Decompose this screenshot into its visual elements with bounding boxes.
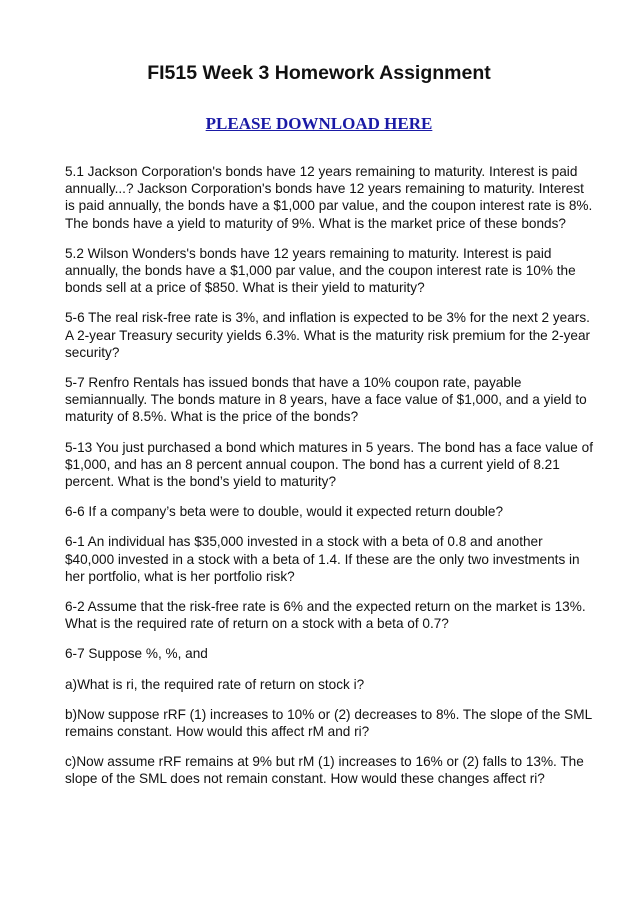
document-body: [65, 163, 595, 801]
question-6-7-part-c: c)Now assume rRF remains at 9% but rM (1) increases to 16% or (2) falls to 13%. The slope of the SML does not remain constant. How would these changes affect ri?: [65, 754, 584, 787]
question-5-6: 5-6 The real risk-free rate is 3%, and inflation is expected to be 3% for the next 2 years. A 2-year Treasury security yields 6.3%. What is the maturity risk premium for the 2-year security?: [65, 310, 591, 360]
question-5-1: 5.1 Jackson Corporation's bonds have 12 years remaining to maturity. Interest is paid annually...? Jackson Corporation's bonds have 12 years remaining to maturity. Interest is paid annually, the bonds have a $1,000 par value, and the coupon interest rate is 8%. The bonds have a yield to maturity of 9%. What is the market price of these bonds?: [65, 164, 593, 231]
document-title: FI515 Week 3 Homework Assignment: [147, 62, 491, 84]
question-5-13: 5-13 You just purchased a bond which matures in 5 years. The bond has a face value of $1,000, and has an 8 percent annual coupon. The bond has a current yield of 8.21 percent. What is the bond’s yield to maturity?: [65, 439, 593, 490]
question-6-6: 6-6 If a company’s beta were to double, would it expected return double?: [65, 504, 504, 520]
question-6-2: 6-2 Assume that the risk-free rate is 6% and the expected return on the market is 13%. What is the required rate of return on a stock with a beta of 0.7?: [65, 599, 586, 632]
question-6-7-part-b: b)Now suppose rRF (1) increases to 10% or (2) decreases to 8%. The slope of the SML remains constant. How would this affect rM and ri?: [65, 706, 592, 740]
question-6-1: 6-1 An individual has $35,000 invested in a stock with a beta of 0.8 and another $40,000 invested in a stock with a beta of 1.4. If these are the only two investments in her portfolio, what is her portfolio risk?: [65, 534, 580, 584]
question-6-7: 6-7 Suppose %, %, and: [65, 646, 208, 662]
question-5-7: 5-7 Renfro Rentals has issued bonds that have a 10% coupon rate, payable semiannually. The bonds mature in 8 years, have a face value of $1,000, and a yield to maturity of 8.5%. What is the price of the bonds?: [65, 375, 587, 425]
question-5-2: 5.2 Wilson Wonders's bonds have 12 years remaining to maturity. Interest is paid annually, the bonds have a $1,000 par value, and the coupon interest rate is 10% the bonds sell at a price of $850. What is their yield to maturity?: [65, 245, 576, 296]
download-link[interactable]: PLEASE DOWNLOAD HERE: [205, 114, 433, 133]
question-6-7-part-a: a)What is ri, the required rate of return on stock i?: [65, 676, 365, 692]
